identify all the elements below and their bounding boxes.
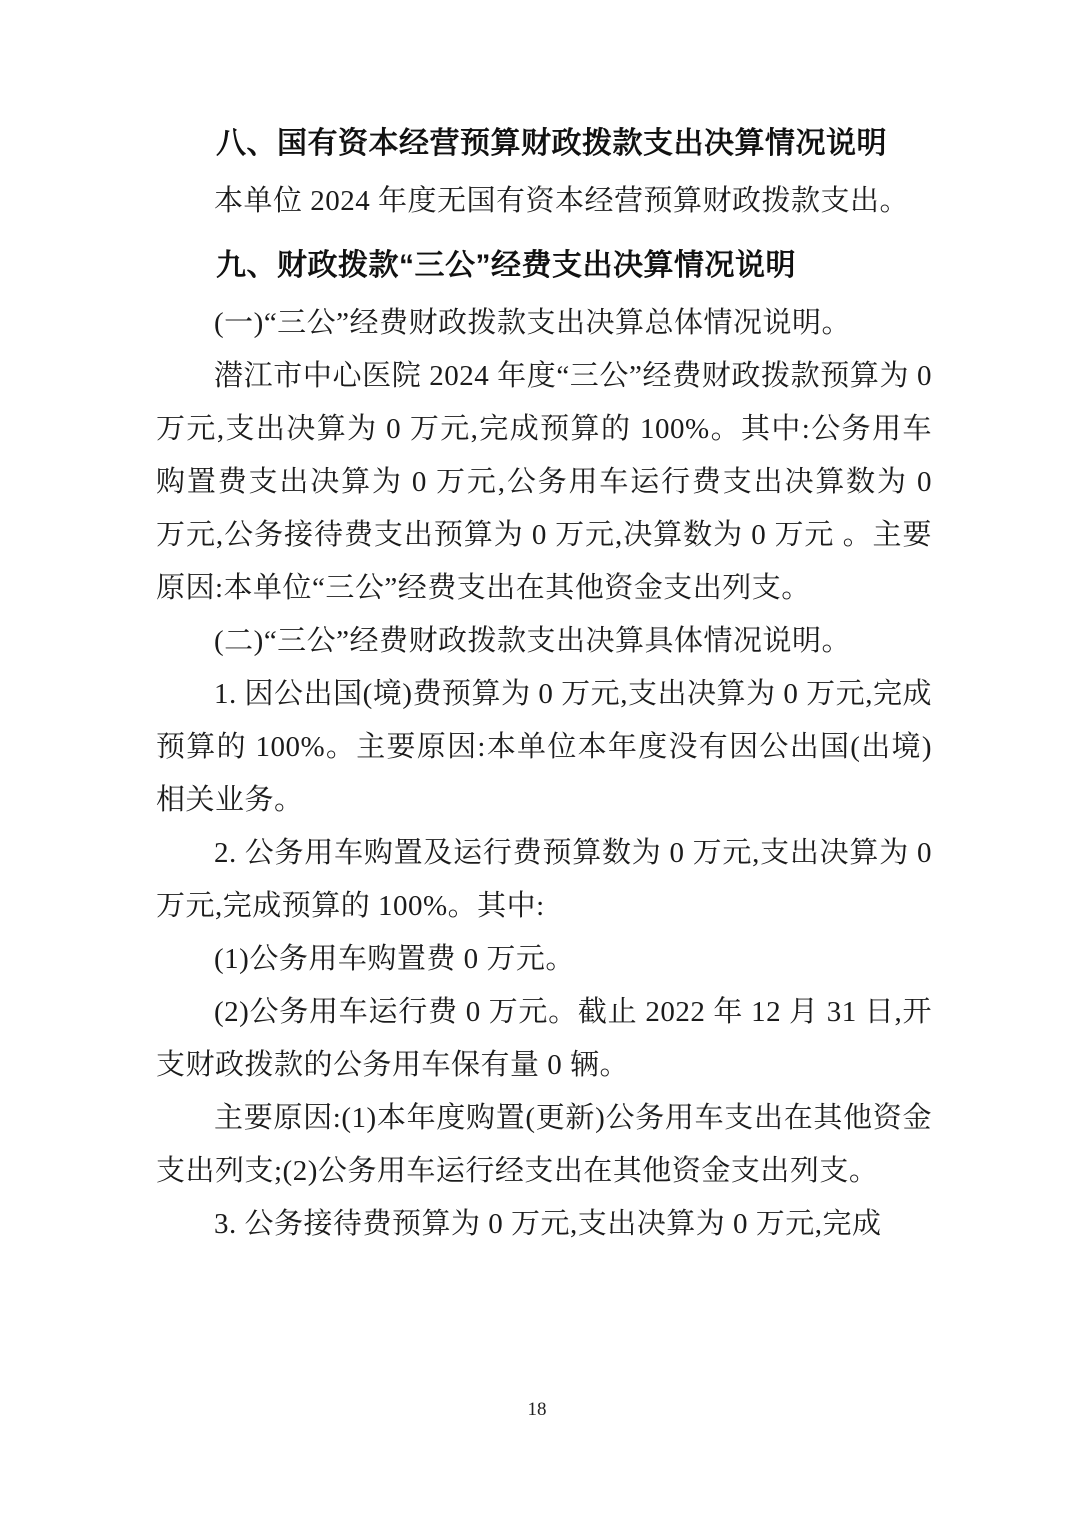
paragraph-item-2-2-vehicle-operation: (2)公务用车运行费 0 万元。截止 2022 年 12 月 31 日,开支财政拨款的公务用车保有量 0 辆。 xyxy=(156,996,932,1081)
section-heading-8: 八、国有资本经营预算财政拨款支出决算情况说明 xyxy=(216,127,887,160)
page-number: 18 xyxy=(527,1399,547,1420)
paragraph-subsection-2-title: (二)“三公”经费财政拨款支出决算具体情况说明。 xyxy=(214,625,852,657)
paragraph-no-state-capital-expenditure: 本单位 2024 年度无国有资本经营预算财政拨款支出。 xyxy=(214,185,910,217)
section-heading-9: 九、财政拨款“三公”经费支出决算情况说明 xyxy=(216,249,796,282)
paragraph-overall-three-public-funds: 潜江市中心医院 2024 年度“三公”经费财政拨款预算为 0 万元,支出决算为 0 万元,完成预算的 100%。其中:公务用车购置费支出决算为 0 万元,公务用车运行费支出决算数为 0 万元,公务接待费支出预算为 0 万元,决算数为 0 万元 。主要原因:本单位“三公”经费支出在其他资金支出列支。 xyxy=(156,360,932,604)
paragraph-item-2-main-reasons: 主要原因:(1)本年度购置(更新)公务用车支出在其他资金支出列支;(2)公务用车运行经支出在其他资金支出列支。 xyxy=(156,1102,932,1187)
paragraph-item-2-1-vehicle-purchase: (1)公务用车购置费 0 万元。 xyxy=(214,943,575,975)
document-body xyxy=(156,116,932,1251)
paragraph-subsection-1-title: (一)“三公”经费财政拨款支出决算总体情况说明。 xyxy=(214,307,852,339)
paragraph-item-1-overseas-trips: 1. 因公出国(境)费预算为 0 万元,支出决算为 0 万元,完成预算的 100%。主要原因:本单位本年度没有因公出国(出境)相关业务。 xyxy=(156,678,932,816)
paragraph-item-3-official-reception: 3. 公务接待费预算为 0 万元,支出决算为 0 万元,完成 xyxy=(214,1208,882,1240)
paragraph-item-2-official-vehicles: 2. 公务用车购置及运行费预算数为 0 万元,支出决算为 0 万元,完成预算的 100%。其中: xyxy=(156,837,932,922)
